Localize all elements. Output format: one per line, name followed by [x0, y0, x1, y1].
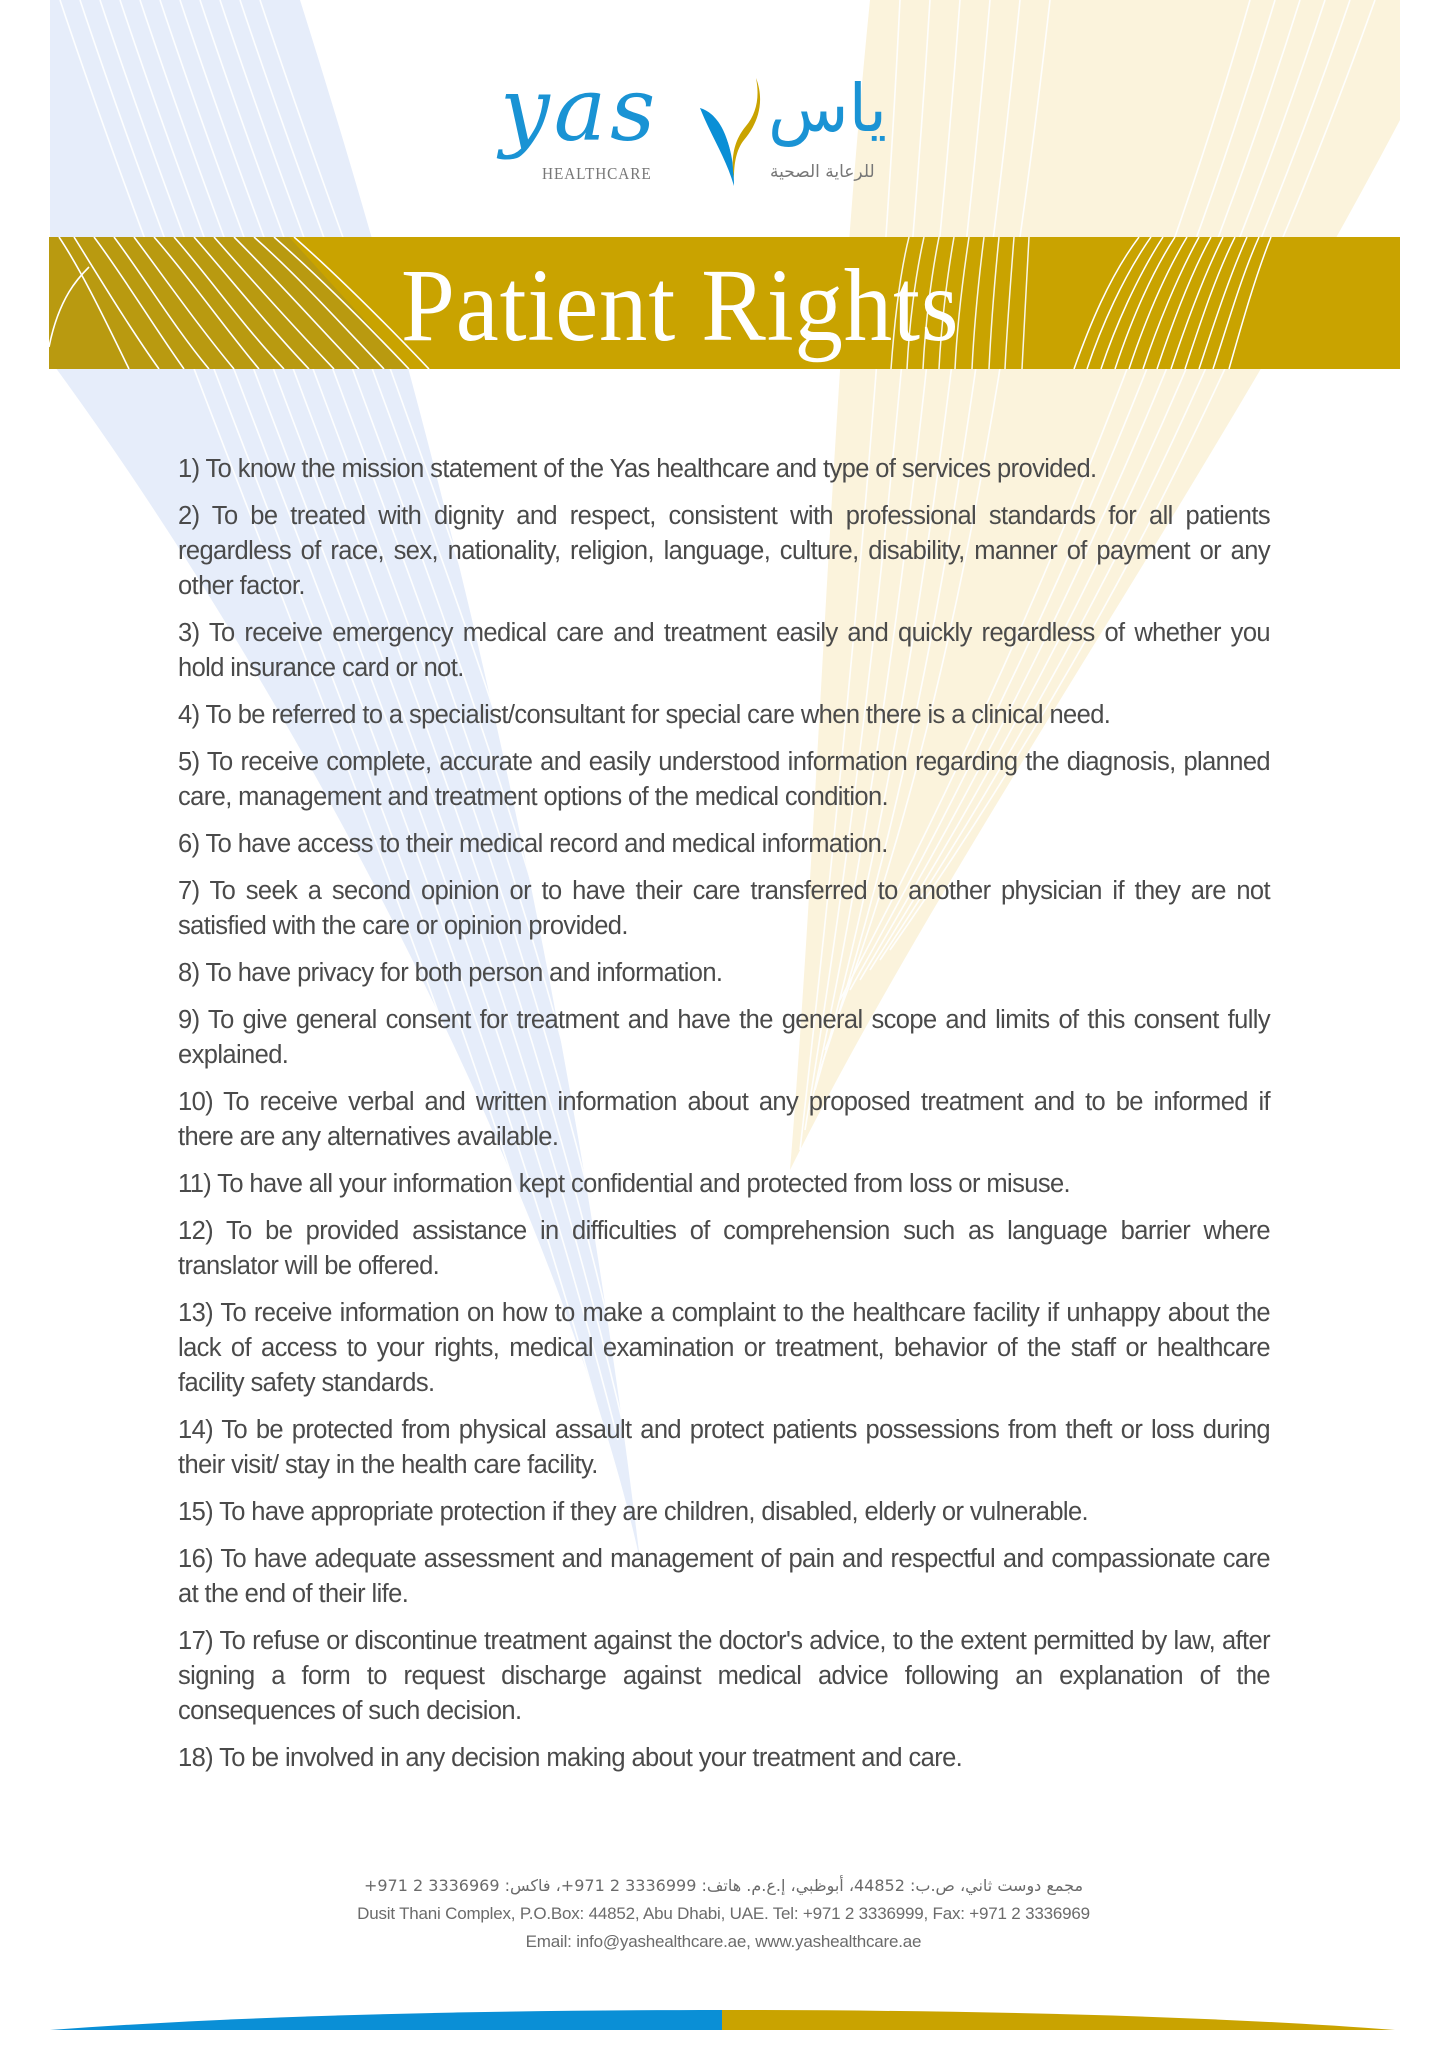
footer-address: Dusit Thani Complex, P.O.Box: 44852, Abu Dhabi, UAE. Tel: +971 2 3336999, Fax: +971 2 3336969	[357, 1904, 1090, 1923]
footer-contact	[0, 1872, 1447, 1956]
right-item: 6) To have access to their medical record and medical information.	[178, 830, 888, 858]
right-item: 17) To refuse or discontinue treatment against the doctor's advice, to the extent permitted by law, after signing a form to request discharge against medical advice following an explanation of the consequences of such decision.	[178, 1627, 1270, 1725]
yas-healthcare-logo	[498, 58, 960, 190]
logo-leaf-icon	[698, 78, 768, 188]
right-item: 2) To be treated with dignity and respect, consistent with professional standards for all patients regardless of race, sex, nationality, religion, language, culture, disability, manner of payment or any other factor.	[178, 502, 1270, 600]
right-item: 18) To be involved in any decision making about your treatment and care.	[178, 1744, 963, 1772]
right-item: 13) To receive information on how to make a complaint to the healthcare facility if unhappy about the lack of access to your rights, medical examination or treatment, behavior of the staff or healthcare facility safety standards.	[178, 1299, 1270, 1397]
right-item: 10) To receive verbal and written information about any proposed treatment and to be informed if there are any alternatives available.	[178, 1088, 1270, 1151]
logo-latin-wordmark: yas	[500, 58, 660, 161]
logo-arabic-subtitle: للرعاية الصحية	[770, 162, 875, 182]
footer-email-website: Email: info@yashealthcare.ae, www.yashealthcare.ae	[525, 1932, 922, 1951]
right-item: 11) To have all your information kept confidential and protected from loss or misuse.	[178, 1170, 1071, 1198]
right-item: 5) To receive complete, accurate and easily understood information regarding the diagnosis, planned care, management and treatment options of the medical condition.	[178, 748, 1270, 811]
bottom-brand-arc	[0, 1995, 1447, 2035]
right-item: 4) To be referred to a specialist/consultant for special care when there is a clinical need.	[178, 701, 1111, 729]
page-title: Patient Rights	[401, 247, 960, 363]
logo-arabic-wordmark: ياس	[768, 70, 888, 147]
right-item: 12) To be provided assistance in difficulties of comprehension such as language barrier where translator will be offered.	[178, 1217, 1270, 1280]
title-banner	[49, 237, 1400, 369]
right-item: 3) To receive emergency medical care and treatment easily and quickly regardless of whether you hold insurance card or not.	[178, 619, 1270, 682]
right-item: 15) To have appropriate protection if they are children, disabled, elderly or vulnerable.	[178, 1498, 1089, 1526]
right-item: 9) To give general consent for treatment and have the general scope and limits of this consent fully explained.	[178, 1006, 1270, 1069]
right-item: 14) To be protected from physical assault and protect patients possessions from theft or loss during their visit/ stay in the health care facility.	[178, 1416, 1270, 1479]
footer-arabic-address: مجمع دوست ثاني، ص.ب: 44852، أبوظبي، إ.ع.م. هاتف: 3336999 2 971+، فاكس: 3336969 2 971+	[363, 1876, 1084, 1895]
right-item: 7) To seek a second opinion or to have their care transferred to another physician if they are not satisfied with the care or opinion provided.	[178, 877, 1270, 940]
patient-rights-list	[178, 452, 1270, 1788]
right-item: 8) To have privacy for both person and information.	[178, 959, 723, 987]
right-item: 1) To know the mission statement of the Yas healthcare and type of services provided.	[178, 455, 1097, 483]
right-item: 16) To have adequate assessment and management of pain and respectful and compassionate care at the end of their life.	[178, 1545, 1270, 1608]
logo-latin-subtitle: HEALTHCARE	[542, 164, 652, 183]
